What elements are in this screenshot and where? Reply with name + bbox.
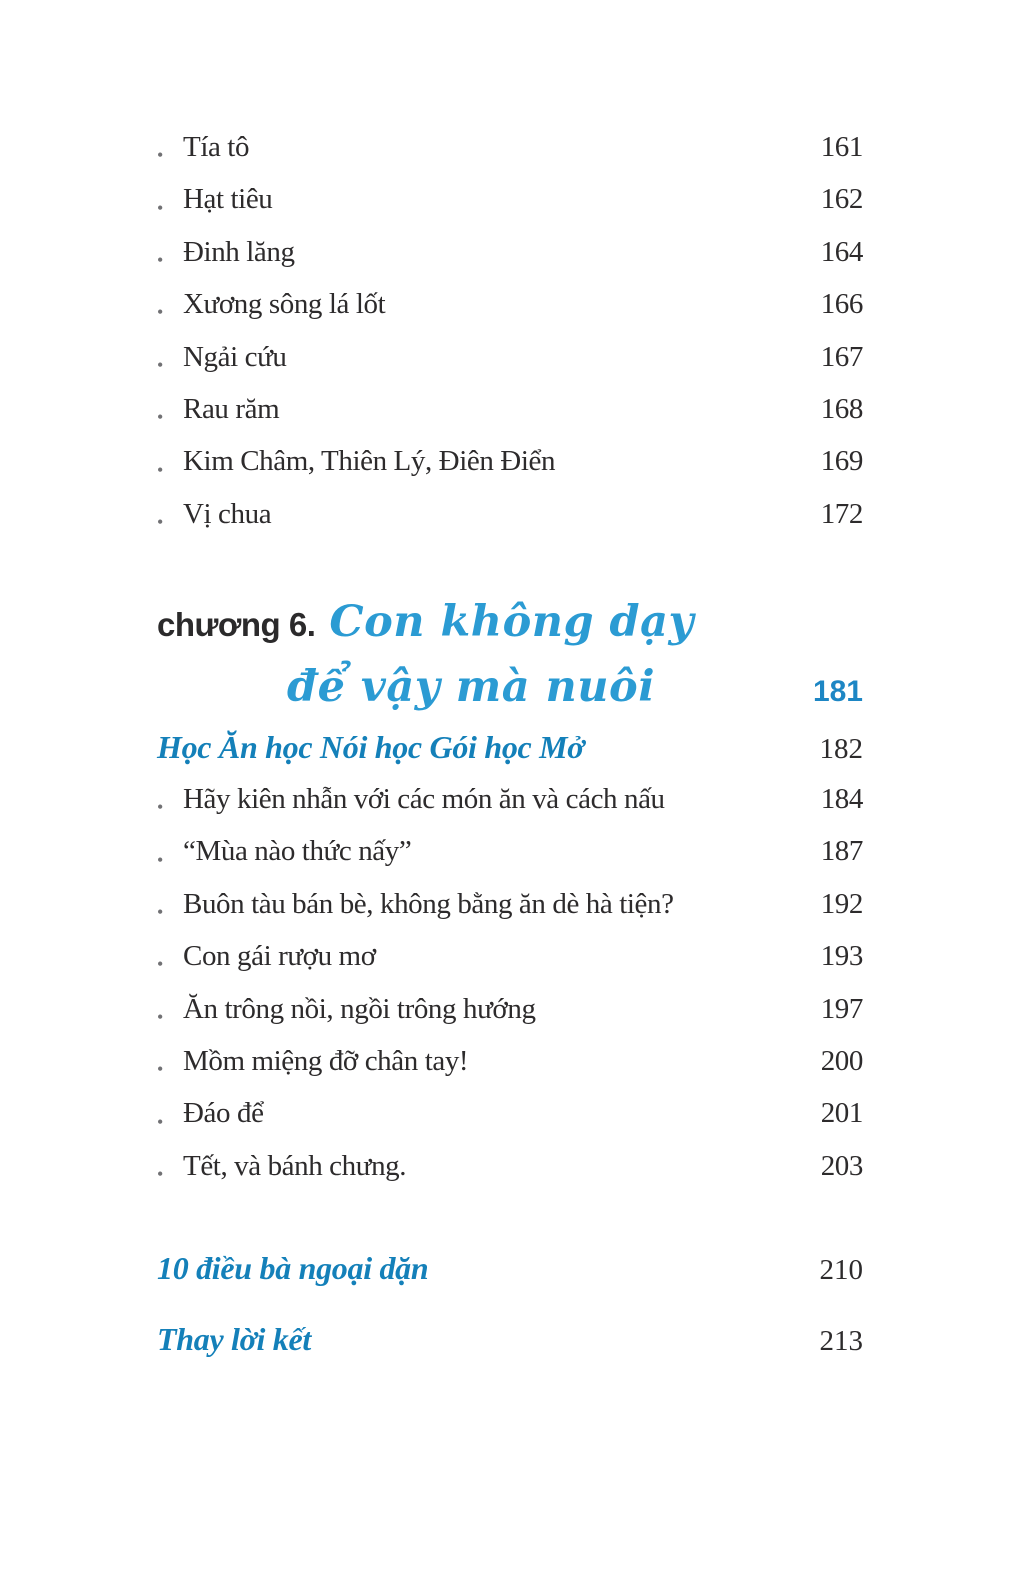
toc-entry-page-number: 193 <box>820 940 863 973</box>
toc-entry-label: Xương sông lá lốt <box>183 288 386 321</box>
bullet-icon: • <box>157 459 163 480</box>
bullet-icon: • <box>157 511 163 532</box>
chapter-title-line2: để vậy mà nuôi <box>287 662 656 712</box>
toc-entry-label: “Mùa nào thức nấy” <box>183 835 412 868</box>
bullet-icon: • <box>157 954 163 975</box>
toc-entry-label: Đáo để <box>183 1097 264 1130</box>
toc-entry <box>157 288 863 340</box>
toc-entry <box>157 393 863 445</box>
toc-entry <box>157 993 863 1045</box>
closing-heading-page-number: 210 <box>819 1254 863 1286</box>
toc-list-section1 <box>157 131 863 550</box>
bullet-icon: • <box>157 354 163 375</box>
bullet-icon: • <box>157 797 163 818</box>
toc-entry <box>157 236 863 288</box>
toc-entry-label: Ăn trông nồi, ngồi trông hướng <box>183 992 536 1025</box>
bullet-icon: • <box>157 197 163 218</box>
toc-entry <box>157 1045 863 1097</box>
bullet-icon: • <box>157 145 163 166</box>
subheading-page-number: 182 <box>819 733 863 765</box>
chapter-heading-line2 <box>157 657 863 717</box>
subheading-label: Học Ăn học Nói học Gói học Mở <box>157 729 585 765</box>
closing-heading-row <box>157 1316 863 1362</box>
toc-entry-label: Tết, và bánh chưng. <box>183 1149 407 1182</box>
toc-entry-label: Buôn tàu bán bè, không bằng ăn dè hà tiện? <box>183 887 674 920</box>
toc-entry-label: Hạt tiêu <box>183 183 273 216</box>
toc-entry-label: Kim Châm, Thiên Lý, Điên Điển <box>183 445 556 478</box>
toc-entry-page-number: 162 <box>820 183 863 216</box>
toc-entry-page-number: 201 <box>820 1097 863 1130</box>
toc-entry-label: Vị chua <box>183 497 272 530</box>
closing-heading-label: 10 điều bà ngoại dặn <box>157 1250 429 1286</box>
toc-entry <box>157 835 863 887</box>
bullet-icon: • <box>157 849 163 870</box>
toc-entry <box>157 940 863 992</box>
toc-entry-page-number: 203 <box>820 1149 863 1182</box>
toc-entry-page-number: 172 <box>820 497 863 530</box>
bullet-icon: • <box>157 249 163 270</box>
bullet-icon: • <box>157 302 163 323</box>
bullet-icon: • <box>157 1006 163 1027</box>
bullet-icon: • <box>157 1111 163 1132</box>
toc-entry-label: Con gái rượu mơ <box>183 940 376 973</box>
chapter-number-label: chương 6. <box>157 606 316 643</box>
toc-entry-page-number: 161 <box>820 131 863 163</box>
toc-entry <box>157 341 863 393</box>
toc-entry <box>157 445 863 497</box>
toc-entry <box>157 1097 863 1149</box>
bullet-icon: • <box>157 901 163 922</box>
toc-entry <box>157 498 863 550</box>
toc-entry-page-number: 192 <box>820 887 863 920</box>
toc-entry-page-number: 200 <box>820 1044 863 1077</box>
chapter-heading <box>157 592 863 717</box>
toc-entry <box>157 888 863 940</box>
bullet-icon: • <box>157 1059 163 1080</box>
toc-entry-page-number: 197 <box>820 992 863 1025</box>
toc-entry <box>157 183 863 235</box>
closing-heading-label: Thay lời kết <box>157 1321 311 1357</box>
toc-entry-page-number: 167 <box>820 340 863 373</box>
chapter-page-number: 181 <box>812 675 863 708</box>
toc-entry <box>157 783 863 835</box>
chapter-heading-line1 <box>157 592 863 655</box>
closing-heading-page-number: 213 <box>819 1325 863 1357</box>
toc-entry-label: Tía tô <box>183 131 250 163</box>
bullet-icon: • <box>157 407 163 428</box>
toc-entry-label: Rau răm <box>183 392 280 425</box>
toc-entry-label: Mồm miệng đỡ chân tay! <box>183 1044 469 1077</box>
toc-entry-page-number: 168 <box>820 392 863 425</box>
toc-entry-page-number: 184 <box>820 783 863 815</box>
chapter-title-line1: Con không dạy <box>329 597 694 647</box>
toc-entry-page-number: 187 <box>820 835 863 868</box>
toc-entry-page-number: 169 <box>820 445 863 478</box>
toc-entry-label: Đinh lăng <box>183 235 295 268</box>
toc-list-section2 <box>157 783 863 1202</box>
toc-entry-label: Ngải cứu <box>183 340 287 373</box>
toc-entry-page-number: 166 <box>820 288 863 321</box>
bullet-icon: • <box>157 1163 163 1184</box>
toc-entry-label: Hãy kiên nhẫn với các món ăn và cách nấu <box>183 783 665 815</box>
toc-entry-page-number: 164 <box>820 235 863 268</box>
toc-entry <box>157 1150 863 1202</box>
closing-heading-row <box>157 1245 863 1291</box>
subheading-row <box>157 724 863 770</box>
toc-entry <box>157 131 863 183</box>
